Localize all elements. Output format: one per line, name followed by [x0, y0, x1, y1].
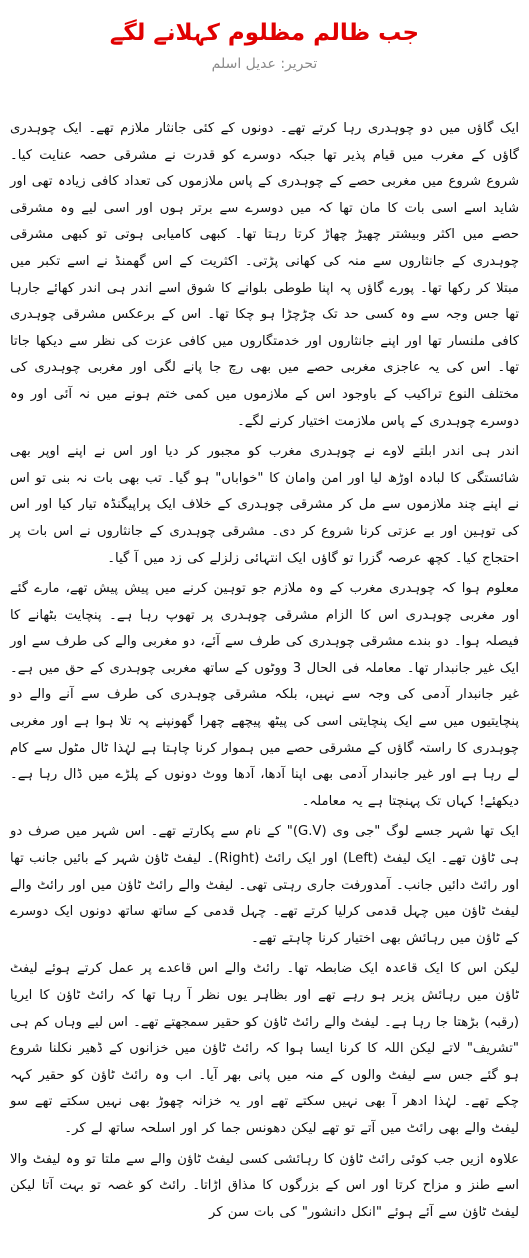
article-title: جب ظالم مظلوم کہلانے لگے — [109, 20, 420, 46]
article-paragraph: ایک گاؤں میں دو چوہدری رہا کرتے تھے۔ دونوں کے کئی جانثار ملازم تھے۔ ایک چوہدری گاؤں کے مغرب میں قیام پذیر تھا جبکہ دوسرے کو قدرت نے مشرقی حصہ عنایت کیا۔ شروع شروع میں مغربی حصے کے چوہدری کے پاس ملازموں کی تعداد کافی زیادہ تھی اور شاید اسے اسی بات کا مان تھا کہ میں دوسرے سے برتر ہوں اور اسی لیے وہ مشرقی حصے میں اکثر وبیشتر چھیڑ چھاڑ کرتا رہتا تھا۔ کبھی کامیابی ہوتی تو کبھی مشرقی چوہدری کے جانثاروں سے منہ کی کھانی پڑتی۔ اکثریت کے اس گھمنڈ نے اسے تکبر میں مبتلا کر رکھا تھا۔ پورے گاؤں پہ اپنا طوطی بلوانے کا شوق اسے اندر ہی اندر کھائے جارہا تھا جس وجہ سے وہ کسی حد تک چڑچڑا ہو چکا تھا۔ اس کے برعکس مشرقی چوہدری کافی ملنسار تھا اور اپنے جانثاروں اور خدمتگاروں میں کافی عزت کی نظر سے دیکھا جاتا تھا۔ اس کی یہ عاجزی مغربی حصے میں بھی رچ جا پانے لگی اور مغربی چوہدری کی مختلف النوع تراکیب کے باوجود اس کے ملازموں میں کمی ختم ہونے میں نہ آئی اور وہ دوسرے چوہدری کے پاس ملازمت اختیار کرنے لگے۔ — [10, 121, 519, 429]
article-paragraph: لیکن اس کا ایک قاعدہ ایک ضابطہ تھا۔ رائٹ والے اس قاعدے پر عمل کرتے ہوئے لیفٹ ٹاؤن میں رہائش پزیر ہو رہے تھے اور بظاہر یوں نظر آ رہا تھا کہ رائٹ ٹاؤن کا ایریا (رقبہ) بڑھتا جا رہا ہے۔ لیفٹ والے رائٹ ٹاؤن کو حقیر سمجھتے تھے۔ اس لیے وہاں کم ہی "تشریف" لاتے لیکن اللہ کا کرنا ایسا ہوا کہ رائٹ ٹاؤن میں خزانوں کے ڈھیر نکلنا شروع ہو گئے جس سے لیفٹ والوں کے منہ میں پانی بھر آیا۔ اب وہ رائٹ ٹاؤن کو حقیر کہہ چکے تھے۔ لہٰذا ادھر آ بھی نہیں سکتے تھے اور یہ خزانہ چھوڑ بھی نہیں سکتے تھے سو لیفٹ والے بھی رائٹ میں آتے تو تھے لیکن دھونس جما کر اور اسلحہ ساتھ لے کر۔ — [10, 961, 519, 1136]
author-byline: تحریر: عدیل اسلم — [211, 56, 318, 72]
article-paragraph: معلوم ہوا کہ چوہدری مغرب کے وہ ملازم جو توہین کرنے میں پیش پیش تھے، مارے گئے اور مغربی چوہدری اس کا الزام مشرقی چوہدری پر تھوپ رہا ہے۔ پنچایت بٹھانے کا فیصلہ ہوا۔ دو بندے مشرقی چوہدری کی طرف سے آئے، دو مغربی والے کی طرف سے اور ایک غیر جانبدار تھا۔ معاملہ فی الحال 3 ووٹوں کے ساتھ مغربی چوہدری کے حق میں ہے۔ غیر جانبدار آدمی کی وجہ سے نہیں، بلکہ مشرقی چوہدری کی طرف سے آنے والے دو پنچایتیوں میں سے ایک پنچایتی اسی کی پیٹھ پیچھے چھرا گھونپنے پہ تلا ہوا ہے اور مغربی چوہدری کا راستہ گاؤں کے مشرقی حصے میں ہموار کرنا چاہتا ہے لہٰذا ٹال مٹول سے کام لے رہا ہے اور غیر جانبدار آدمی بھی اپنا آدھا، آدھا ووٹ دونوں کے پلڑے میں ڈال رہا ہے۔ دیکھئے! کہاں تک پہنچتا ہے یہ معاملہ۔ — [10, 581, 519, 809]
article-body — [10, 116, 519, 1226]
article-paragraph: اندر ہی اندر ابلتے لاوے نے چوہدری مغرب کو مجبور کر دیا اور اس نے اپنے اوپر بھی شائستگی کا لبادہ اوڑھ لیا اور امن وامان کا "خواباں" ہو گیا۔ تب بھی بات نہ بنی تو اس نے اپنے چند ملازموں سے مل کر مشرقی چوہدری کے خلاف ایک پراپیگنڈہ تیار کیا اور اس کی توہین اور بے عزتی کرنا شروع کر دی۔ مشرقی چوہدری کے جانثاروں نے اس بات پر احتجاج کیا۔ کچھ عرصہ گزرا تو گاؤں ایک انتہائی زلزلے کی زد میں آ گیا۔ — [10, 444, 519, 566]
article-paragraph: ایک تھا شہر جسے لوگ "جی وی (G.V)" کے نام سے پکارتے تھے۔ اس شہر میں صرف دو ہی ٹاؤن تھے۔ ایک لیفٹ (Left) اور ایک رائٹ (Right)۔ لیفٹ ٹاؤن شہر کے بائیں جانب تھا اور رائٹ دائیں جانب۔ آمدورفت جاری رہتی تھی۔ لیفٹ والے رائٹ ٹاؤن میں اور رائٹ والے لیفٹ ٹاؤن میں چہل قدمی کرلیا کرتے تھے۔ چہل قدمی کے ساتھ ساتھ دونوں ایک دوسرے کے ٹاؤن میں رہائش بھی اختیار کرنا چاہتے تھے۔ — [10, 824, 519, 946]
article-paragraph: علاوہ ازیں جب کوئی رائٹ ٹاؤن کا رہائشی کسی لیفٹ ٹاؤن والے سے ملتا تو وہ لیفٹ والا اسے طنز و مزاح کرتا اور اس کے بزرگوں کا مذاق اڑاتا۔ رائٹ کو غصہ تو بہت آتا لیکن لیفٹ ٹاؤن سے آئے ہوئے "انکل دانشور" کی بات سن کر — [10, 1151, 519, 1220]
